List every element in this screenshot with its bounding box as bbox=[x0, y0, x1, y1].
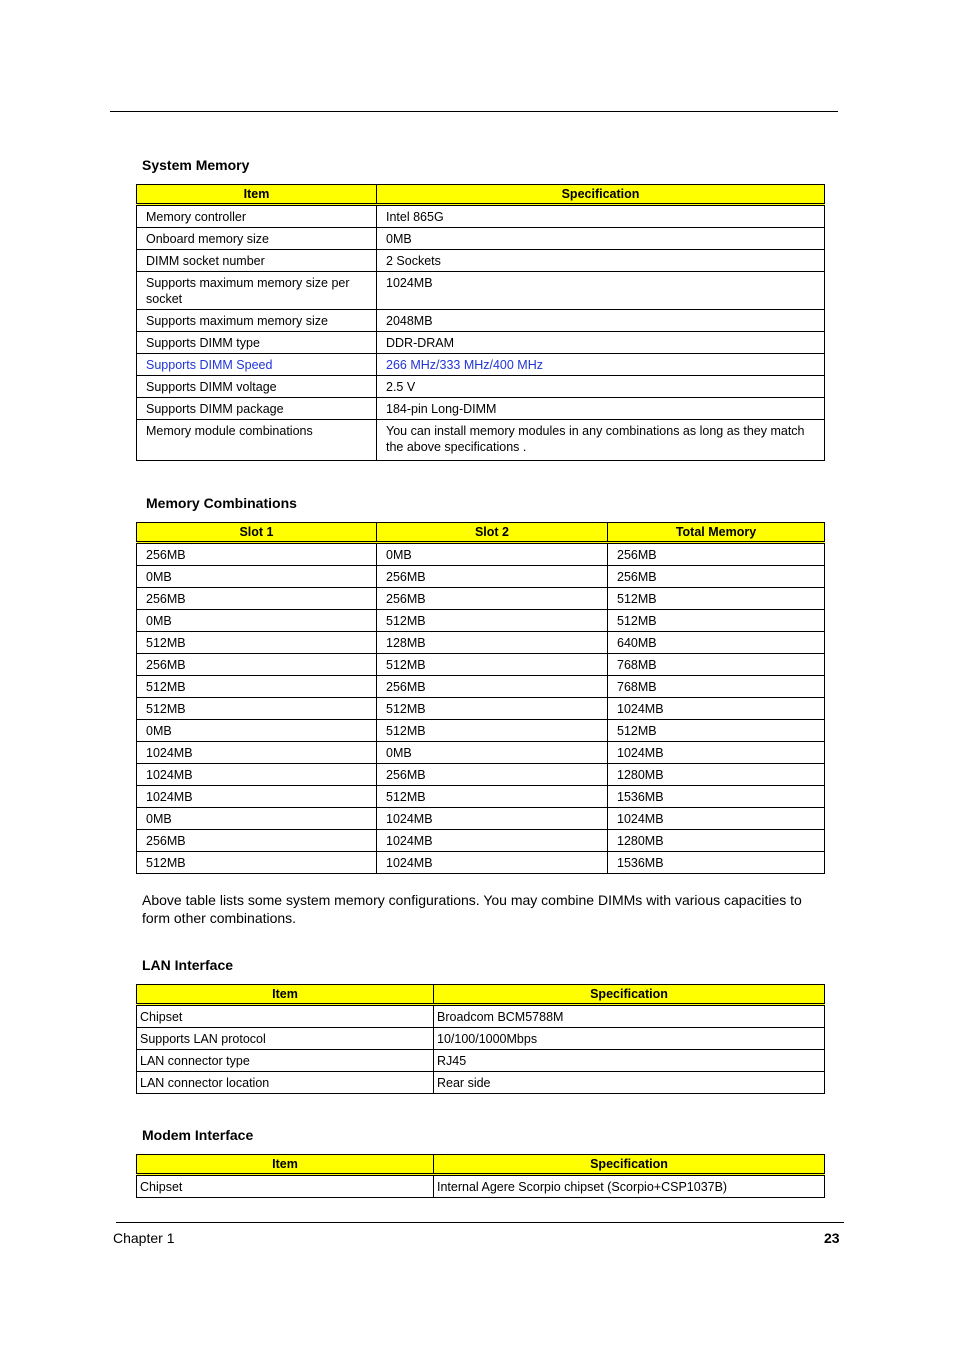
system-memory-table bbox=[136, 184, 825, 461]
slot2-cell: 1024MB bbox=[377, 852, 608, 874]
total-cell: 512MB bbox=[608, 588, 825, 610]
slot2-cell: 256MB bbox=[377, 588, 608, 610]
slot2-cell: 512MB bbox=[377, 698, 608, 720]
slot2-cell: 1024MB bbox=[377, 808, 608, 830]
spec-cell: Intel 865G bbox=[377, 205, 825, 228]
slot1-cell: 1024MB bbox=[137, 786, 377, 808]
item-cell: LAN connector type bbox=[137, 1050, 434, 1072]
table-row bbox=[137, 742, 825, 764]
spec-cell: 0MB bbox=[377, 228, 825, 250]
table-header-row bbox=[137, 185, 825, 205]
spec-cell: Rear side bbox=[434, 1072, 825, 1094]
table-row bbox=[137, 698, 825, 720]
column-header: Slot 2 bbox=[377, 523, 608, 543]
spec-cell: 2048MB bbox=[377, 310, 825, 332]
slot2-cell: 0MB bbox=[377, 543, 608, 566]
chapter-label: Chapter 1 bbox=[113, 1230, 175, 1246]
total-cell: 1024MB bbox=[608, 742, 825, 764]
item-cell: Memory controller bbox=[137, 205, 377, 228]
slot1-cell: 512MB bbox=[137, 632, 377, 654]
slot1-cell: 1024MB bbox=[137, 742, 377, 764]
table-row bbox=[137, 830, 825, 852]
item-cell: Supports maximum memory size per socket bbox=[137, 272, 377, 310]
item-cell: DIMM socket number bbox=[137, 250, 377, 272]
bottom-rule bbox=[116, 1222, 844, 1223]
total-cell: 256MB bbox=[608, 543, 825, 566]
table-row bbox=[137, 228, 825, 250]
total-cell: 1536MB bbox=[608, 786, 825, 808]
table-row bbox=[137, 720, 825, 742]
table-row bbox=[137, 272, 825, 310]
top-rule bbox=[110, 111, 838, 112]
column-header: Specification bbox=[434, 985, 825, 1005]
slot1-cell: 0MB bbox=[137, 720, 377, 742]
spec-cell: Internal Agere Scorpio chipset (Scorpio+CSP1037B) bbox=[434, 1175, 825, 1198]
spec-cell: 2 Sockets bbox=[377, 250, 825, 272]
column-header: Total Memory bbox=[608, 523, 825, 543]
table-row bbox=[137, 332, 825, 354]
slot1-cell: 256MB bbox=[137, 830, 377, 852]
table-row bbox=[137, 205, 825, 228]
slot1-cell: 512MB bbox=[137, 676, 377, 698]
memory-combinations-table bbox=[136, 522, 825, 874]
item-cell: LAN connector location bbox=[137, 1072, 434, 1094]
slot2-cell: 1024MB bbox=[377, 830, 608, 852]
table-row bbox=[137, 654, 825, 676]
total-cell: 1024MB bbox=[608, 808, 825, 830]
spec-cell: DDR-DRAM bbox=[377, 332, 825, 354]
slot2-cell: 512MB bbox=[377, 720, 608, 742]
item-cell: Onboard memory size bbox=[137, 228, 377, 250]
total-cell: 1280MB bbox=[608, 764, 825, 786]
column-header: Slot 1 bbox=[137, 523, 377, 543]
item-cell: Memory module combinations bbox=[137, 420, 377, 461]
table-row bbox=[137, 1072, 825, 1094]
slot1-cell: 256MB bbox=[137, 543, 377, 566]
slot2-cell: 256MB bbox=[377, 764, 608, 786]
total-cell: 640MB bbox=[608, 632, 825, 654]
table-row bbox=[137, 676, 825, 698]
lan-interface-table bbox=[136, 984, 825, 1094]
column-header: Item bbox=[137, 1155, 434, 1175]
table-row bbox=[137, 398, 825, 420]
item-cell: Chipset bbox=[137, 1175, 434, 1198]
column-header: Specification bbox=[377, 185, 825, 205]
slot1-cell: 0MB bbox=[137, 808, 377, 830]
lan-interface-title: LAN Interface bbox=[142, 957, 234, 973]
table-row bbox=[137, 1028, 825, 1050]
total-cell: 1024MB bbox=[608, 698, 825, 720]
table-row bbox=[137, 808, 825, 830]
table-row bbox=[137, 543, 825, 566]
slot1-cell: 256MB bbox=[137, 588, 377, 610]
table-header-row bbox=[137, 985, 825, 1005]
total-cell: 768MB bbox=[608, 676, 825, 698]
item-cell: Supports maximum memory size bbox=[137, 310, 377, 332]
total-cell: 1280MB bbox=[608, 830, 825, 852]
column-header: Item bbox=[137, 185, 377, 205]
slot2-cell: 0MB bbox=[377, 742, 608, 764]
spec-cell-link: 266 MHz/333 MHz/400 MHz bbox=[377, 354, 825, 376]
column-header: Specification bbox=[434, 1155, 825, 1175]
item-cell: Supports DIMM package bbox=[137, 398, 377, 420]
slot2-cell: 256MB bbox=[377, 566, 608, 588]
table-row bbox=[137, 566, 825, 588]
table-row bbox=[137, 786, 825, 808]
item-cell: Chipset bbox=[137, 1005, 434, 1028]
slot1-cell: 1024MB bbox=[137, 764, 377, 786]
slot2-cell: 512MB bbox=[377, 654, 608, 676]
slot1-cell: 512MB bbox=[137, 698, 377, 720]
slot1-cell: 512MB bbox=[137, 852, 377, 874]
table-row bbox=[137, 310, 825, 332]
table-row-highlighted bbox=[137, 354, 825, 376]
table-header-row bbox=[137, 523, 825, 543]
modem-interface-title: Modem Interface bbox=[142, 1127, 254, 1143]
modem-interface-table bbox=[136, 1154, 825, 1198]
slot1-cell: 0MB bbox=[137, 610, 377, 632]
total-cell: 512MB bbox=[608, 720, 825, 742]
spec-cell: Broadcom BCM5788M bbox=[434, 1005, 825, 1028]
item-cell: Supports DIMM voltage bbox=[137, 376, 377, 398]
spec-cell: RJ45 bbox=[434, 1050, 825, 1072]
table-row bbox=[137, 588, 825, 610]
total-cell: 512MB bbox=[608, 610, 825, 632]
slot1-cell: 256MB bbox=[137, 654, 377, 676]
memory-combinations-note: Above table lists some system memory configurations. You may combine DIMMs with various capacities to form other combinations. bbox=[142, 892, 802, 926]
slot1-cell: 0MB bbox=[137, 566, 377, 588]
slot2-cell: 512MB bbox=[377, 610, 608, 632]
spec-cell: 10/100/1000Mbps bbox=[434, 1028, 825, 1050]
slot2-cell: 512MB bbox=[377, 786, 608, 808]
column-header: Item bbox=[137, 985, 434, 1005]
item-cell: Supports DIMM type bbox=[137, 332, 377, 354]
table-row bbox=[137, 1050, 825, 1072]
table-row bbox=[137, 1005, 825, 1028]
table-row bbox=[137, 852, 825, 874]
slot2-cell: 128MB bbox=[377, 632, 608, 654]
spec-cell: You can install memory modules in any combinations as long as they match the above specifications . bbox=[377, 420, 825, 461]
table-row bbox=[137, 632, 825, 654]
table-row bbox=[137, 376, 825, 398]
spec-cell: 2.5 V bbox=[377, 376, 825, 398]
memory-combinations-title: Memory Combinations bbox=[146, 495, 297, 511]
table-row bbox=[137, 1175, 825, 1198]
table-row bbox=[137, 610, 825, 632]
total-cell: 1536MB bbox=[608, 852, 825, 874]
total-cell: 768MB bbox=[608, 654, 825, 676]
table-row bbox=[137, 764, 825, 786]
total-cell: 256MB bbox=[608, 566, 825, 588]
item-cell: Supports LAN protocol bbox=[137, 1028, 434, 1050]
table-header-row bbox=[137, 1155, 825, 1175]
system-memory-title: System Memory bbox=[142, 157, 250, 173]
table-row bbox=[137, 420, 825, 461]
spec-cell: 184-pin Long-DIMM bbox=[377, 398, 825, 420]
page-number: 23 bbox=[824, 1230, 840, 1246]
item-cell-link: Supports DIMM Speed bbox=[137, 354, 377, 376]
slot2-cell: 256MB bbox=[377, 676, 608, 698]
table-row bbox=[137, 250, 825, 272]
spec-cell: 1024MB bbox=[377, 272, 825, 310]
